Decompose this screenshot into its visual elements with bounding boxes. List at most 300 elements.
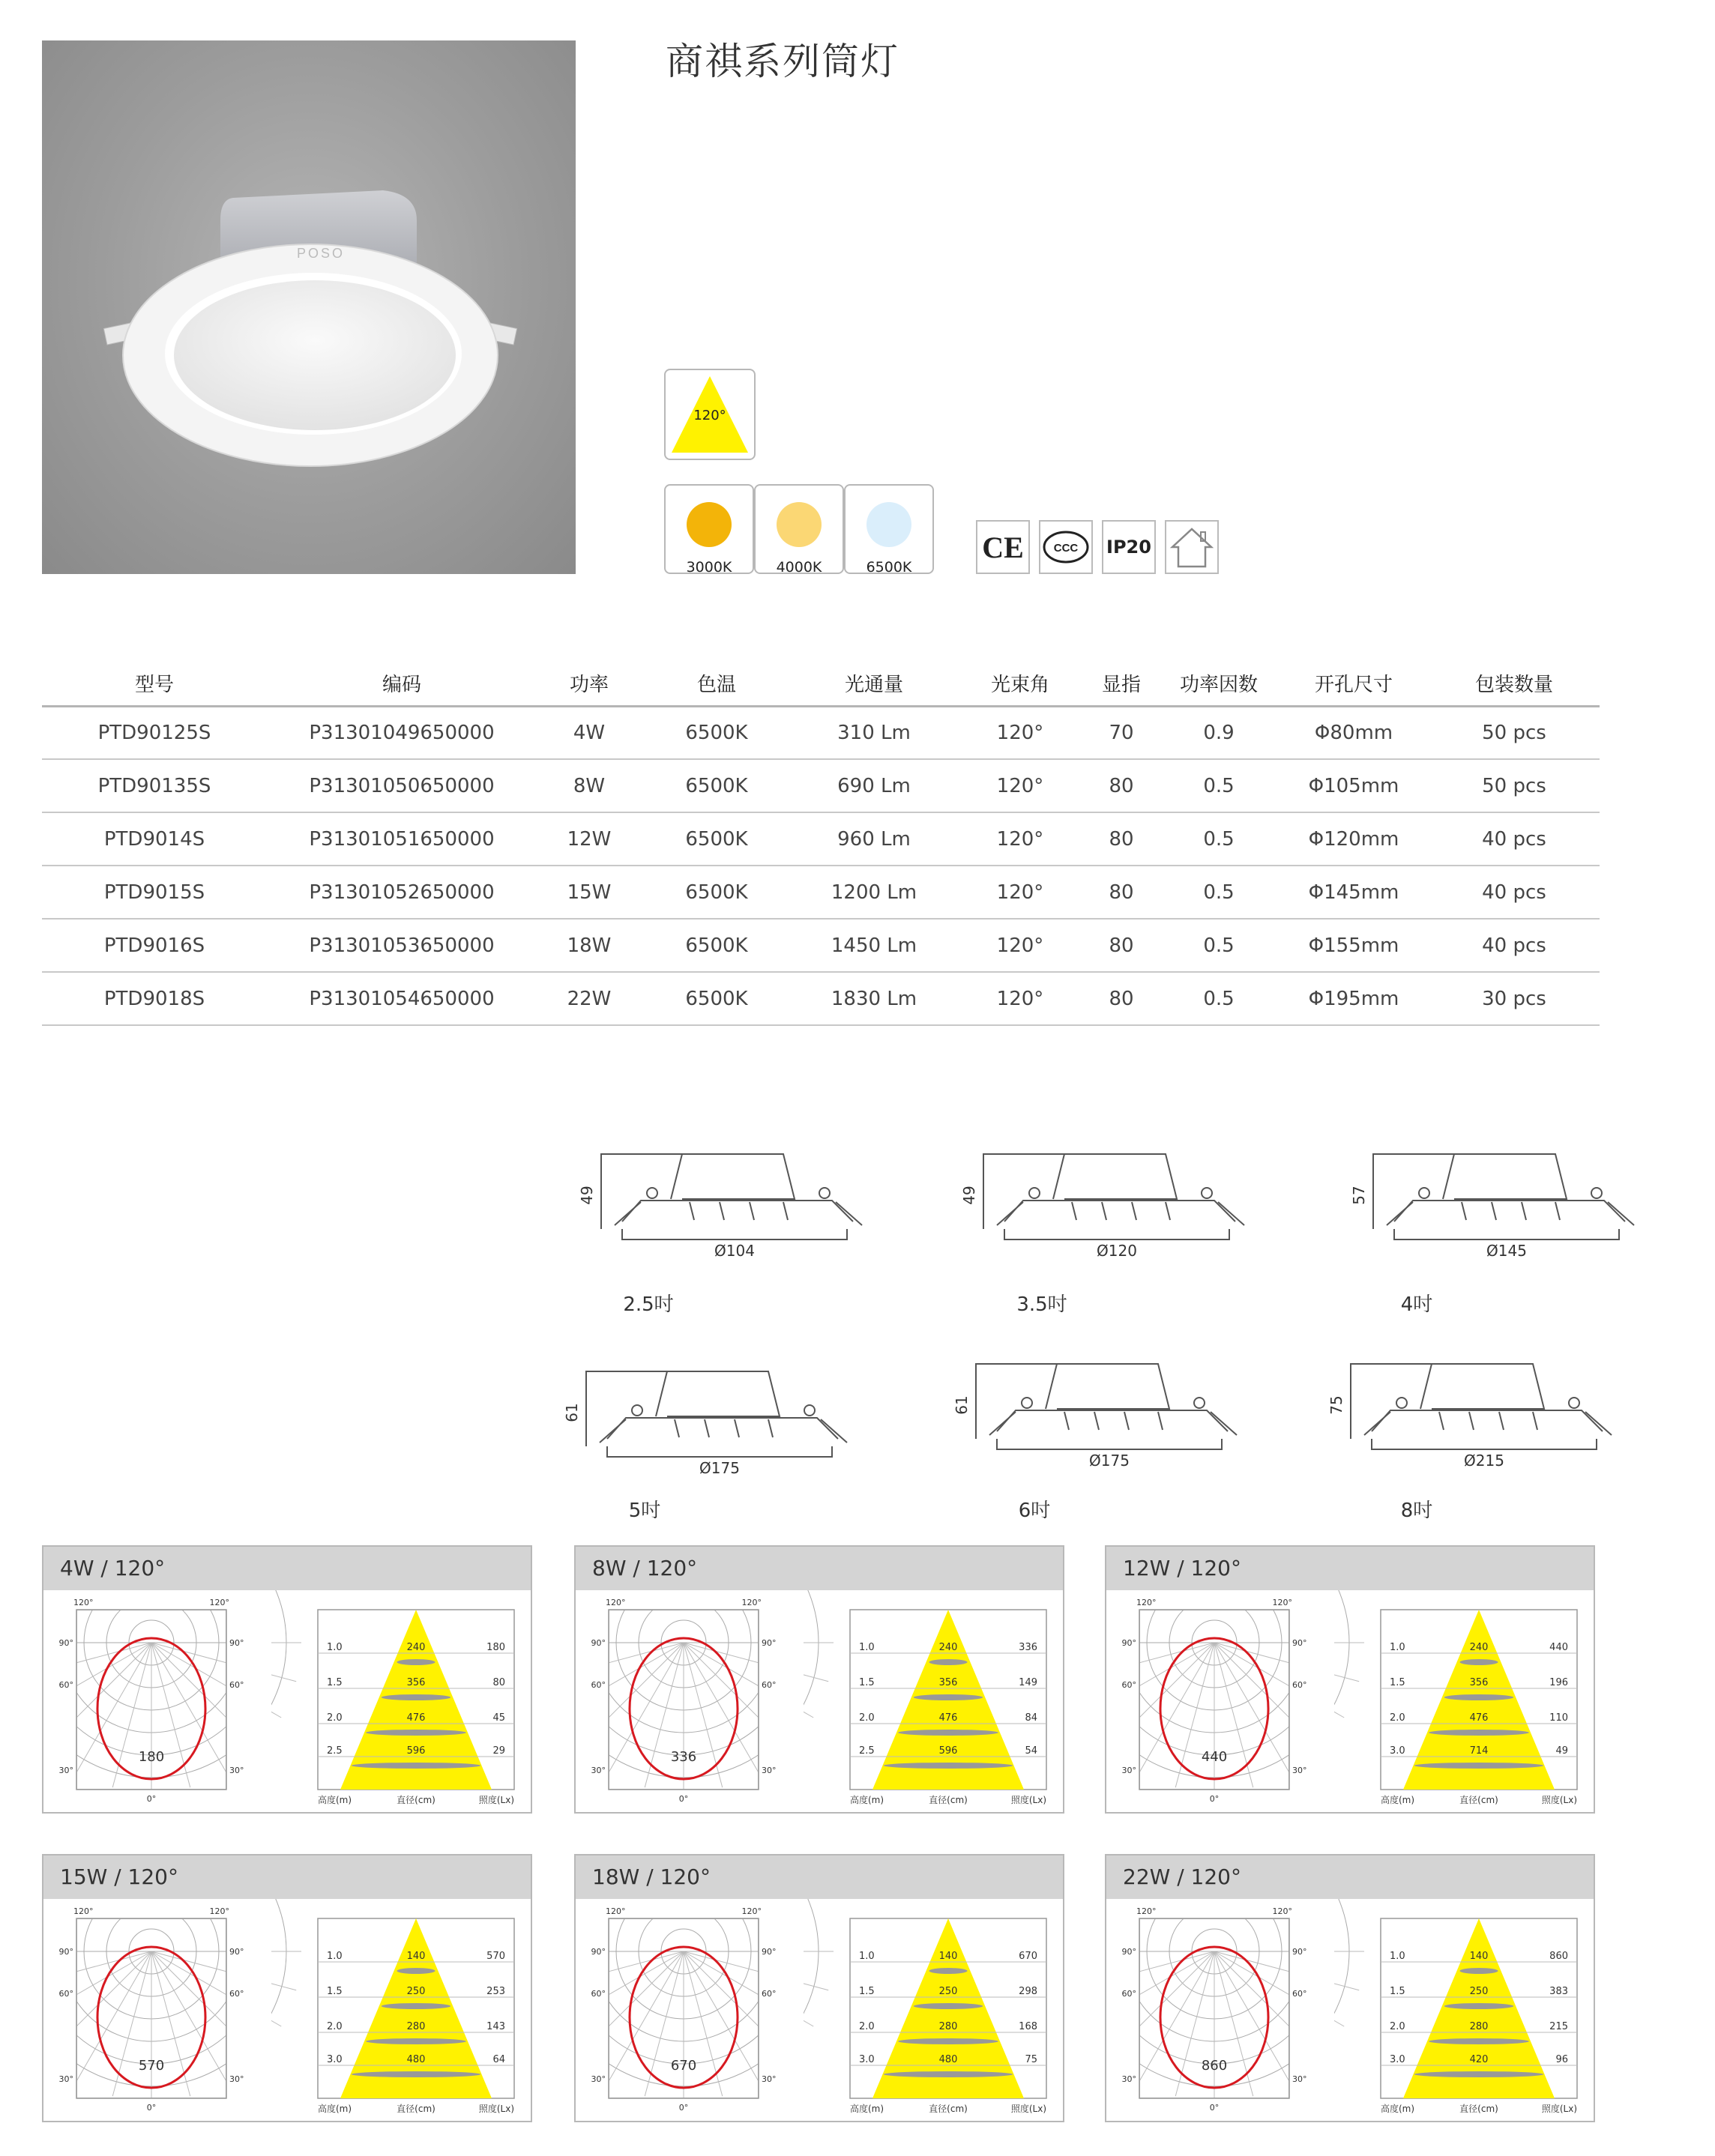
cell: 6500K (642, 919, 792, 972)
polar-angle-label: 30° (229, 1766, 244, 1775)
light-spot (397, 1968, 435, 1974)
cell: Φ145mm (1279, 866, 1429, 919)
light-spot (1429, 1730, 1529, 1736)
cell: 120° (956, 866, 1084, 919)
illuminance-cone (318, 1918, 514, 2114)
polar-angle-label: 90° (229, 1638, 244, 1648)
cone-height: 1.0 (859, 1642, 875, 1653)
illuminance-cone (1381, 1918, 1577, 2114)
polar-angle-label: 30° (1292, 2074, 1307, 2084)
cone-height: 1.5 (1390, 1986, 1405, 1997)
cone-footer-diameter: 直径(cm) (929, 1795, 968, 1805)
cone-footer-height: 高度(m) (318, 1795, 352, 1805)
cell: Φ120mm (1279, 812, 1429, 866)
cone-diameter: 240 (1469, 1642, 1489, 1653)
cone-diameter: 240 (938, 1642, 958, 1653)
polar-angle-label: 60° (1121, 1680, 1136, 1690)
cone-lux: 196 (1549, 1677, 1568, 1688)
polar-angle-label: 120° (209, 1598, 229, 1607)
polar-angle-label: 90° (58, 1947, 73, 1957)
indoor-house-icon (1165, 520, 1219, 574)
cell: 80 (1084, 812, 1159, 866)
polar-angle-label: 120° (73, 1906, 94, 1916)
ce-mark: CE (976, 520, 1030, 574)
dimension-height: 75 (1327, 1395, 1345, 1415)
cone-height: 2.5 (327, 1745, 343, 1757)
cone-footer-lux: 照度(Lx) (478, 1795, 514, 1805)
cone-footer-diameter: 直径(cm) (397, 1795, 435, 1805)
cone-diameter: 250 (406, 1986, 426, 1997)
cone-footer-diameter: 直径(cm) (929, 2104, 968, 2114)
photometric-panel (574, 1854, 1064, 2122)
polar-angle-label: 120° (1272, 1906, 1292, 1916)
cell: 1830 Lm (792, 972, 956, 1025)
polar-angle-label: 30° (58, 1766, 73, 1775)
cell: Φ80mm (1279, 706, 1429, 759)
polar-diagram (576, 1590, 834, 1812)
cone-diameter: 356 (406, 1677, 426, 1688)
cell: 50 pcs (1429, 706, 1600, 759)
cone-diameter: 480 (938, 2054, 958, 2065)
light-spot (898, 2038, 998, 2044)
light-spot (352, 2071, 480, 2077)
cell: 6500K (642, 812, 792, 866)
polar-peak-value: 336 (670, 1749, 697, 1765)
cone-lux: 54 (1025, 1745, 1037, 1757)
dimension-width: Ø120 (1097, 1242, 1137, 1260)
table-row (42, 866, 1600, 919)
panel-title: 12W / 120° (1106, 1547, 1594, 1590)
polar-angle-label: 60° (591, 1680, 606, 1690)
polar-angle-label: 90° (1292, 1638, 1307, 1648)
light-spot (884, 1763, 1013, 1769)
panel-title: 4W / 120° (43, 1547, 531, 1590)
polar-angle-label: 60° (1121, 1989, 1136, 1999)
cone-lux: 383 (1549, 1986, 1568, 1997)
polar-angle-label: 90° (1121, 1638, 1136, 1648)
photometric-charts (1106, 1899, 1594, 2121)
dimension-height: 49 (578, 1186, 596, 1205)
polar-angle-label: 90° (762, 1638, 777, 1648)
light-spot (898, 1730, 998, 1736)
cone-height: 1.0 (1390, 1951, 1405, 1962)
cct-label: 4000K (776, 559, 822, 576)
cone-diameter: 420 (1469, 2054, 1489, 2065)
cell: 690 Lm (792, 759, 956, 812)
cell: 120° (956, 759, 1084, 812)
col-cutout: 开孔尺寸 (1279, 661, 1429, 706)
polar-peak-value: 440 (1201, 1749, 1228, 1765)
cone-lux: 80 (492, 1677, 505, 1688)
cell: 40 pcs (1429, 866, 1600, 919)
cell: 0.5 (1159, 866, 1279, 919)
polar-angle-label: 90° (591, 1638, 606, 1648)
cell: 80 (1084, 919, 1159, 972)
polar-angle-label: 30° (58, 2074, 73, 2084)
polar-peak-value: 180 (138, 1749, 165, 1765)
cone-diameter: 714 (1469, 1745, 1489, 1757)
photometric-charts (576, 1899, 1063, 2121)
polar-angle-label: 60° (58, 1989, 73, 1999)
cell: 960 Lm (792, 812, 956, 866)
photometric-panel (1105, 1854, 1595, 2122)
cell: P31301053650000 (267, 919, 537, 972)
cone-lux: 253 (486, 1986, 505, 1997)
cone-height: 1.0 (1390, 1642, 1405, 1653)
page-title: 商祺系列筒灯 (666, 40, 899, 83)
cell: 6500K (642, 866, 792, 919)
polar-angle-label: 90° (1292, 1947, 1307, 1957)
light-spot (929, 1968, 967, 1974)
polar-angle-label: 0° (1209, 1794, 1220, 1804)
light-spot (1444, 1694, 1513, 1700)
table-row (42, 759, 1600, 812)
cone-footer-lux: 照度(Lx) (1010, 2104, 1046, 2114)
panel-title: 8W / 120° (576, 1547, 1063, 1590)
light-spot (1459, 1968, 1498, 1974)
table-row (42, 706, 1600, 759)
cell: 80 (1084, 759, 1159, 812)
dimension-size-label: 2.5吋 (623, 1293, 674, 1316)
photometric-panel (1105, 1545, 1595, 1814)
cone-footer-lux: 照度(Lx) (478, 2104, 514, 2114)
cell: 40 pcs (1429, 919, 1600, 972)
cell: 80 (1084, 866, 1159, 919)
cone-lux: 84 (1025, 1712, 1037, 1724)
cone-diameter: 140 (938, 1951, 958, 1962)
light-spot (1444, 2003, 1513, 2009)
cct-dot (866, 502, 911, 547)
polar-angle-label: 60° (762, 1680, 777, 1690)
cone-diameter: 240 (406, 1642, 426, 1653)
polar-angle-label: 120° (1272, 1598, 1292, 1607)
polar-angle-label: 60° (229, 1989, 244, 1999)
cell: 0.5 (1159, 919, 1279, 972)
dimension-width: Ø175 (699, 1459, 740, 1477)
dimension-size-label: 4吋 (1400, 1293, 1433, 1316)
cell: 40 pcs (1429, 812, 1600, 866)
col-pack: 包装数量 (1429, 661, 1600, 706)
light-spot (352, 1763, 480, 1769)
polar-angle-label: 60° (1292, 1989, 1307, 1999)
cct-3000k (664, 484, 754, 574)
polar-diagram (576, 1899, 834, 2121)
dimension-width: Ø215 (1464, 1452, 1504, 1470)
dimension-size-label: 3.5吋 (1016, 1293, 1067, 1316)
cell: P31301051650000 (267, 812, 537, 866)
photometric-charts (576, 1590, 1063, 1812)
cct-dot (777, 502, 822, 547)
polar-angle-label: 90° (1121, 1947, 1136, 1957)
light-spot (929, 1659, 967, 1665)
product-photo (42, 40, 576, 574)
cone-diameter: 476 (1469, 1712, 1489, 1724)
photometric-charts (43, 1590, 531, 1812)
cone-height: 1.0 (859, 1951, 875, 1962)
light-spot (914, 2003, 983, 2009)
cone-lux: 670 (1019, 1951, 1037, 1962)
light-spot (1414, 2071, 1543, 2077)
cone-footer-diameter: 直径(cm) (1459, 1795, 1498, 1805)
polar-angle-label: 0° (678, 2103, 689, 2113)
cone-height: 2.0 (1390, 2021, 1405, 2032)
cct-label: 6500K (866, 559, 912, 576)
cone-lux: 298 (1019, 1986, 1037, 1997)
cell: PTD9014S (42, 812, 267, 866)
cell: PTD90125S (42, 706, 267, 759)
polar-angle-label: 30° (229, 2074, 244, 2084)
cell: Φ105mm (1279, 759, 1429, 812)
polar-angle-label: 90° (762, 1947, 777, 1957)
polar-angle-label: 0° (678, 1794, 689, 1804)
cone-lux: 75 (1025, 2054, 1037, 2065)
polar-angle-label: 90° (229, 1947, 244, 1957)
svg-text:CCC: CCC (1053, 542, 1079, 555)
dimension-height: 49 (960, 1186, 978, 1205)
cell: 4W (537, 706, 642, 759)
dimension-height: 61 (563, 1403, 581, 1422)
cell: 120° (956, 812, 1084, 866)
cone-lux: 180 (486, 1642, 505, 1653)
cone-height: 2.0 (327, 2021, 343, 2032)
cone-height: 3.0 (859, 2054, 875, 2065)
light-spot (382, 2003, 450, 2009)
dimension-height: 61 (953, 1395, 971, 1415)
polar-angle-label: 30° (1121, 2074, 1136, 2084)
polar-angle-label: 0° (146, 2103, 157, 2113)
cell: 50 pcs (1429, 759, 1600, 812)
beam-angle-label: 120° (693, 408, 726, 423)
polar-angle-label: 30° (762, 2074, 777, 2084)
cone-lux: 143 (486, 2021, 505, 2032)
photometric-charts (1106, 1590, 1594, 1812)
cone-diameter: 476 (406, 1712, 426, 1724)
cone-footer-diameter: 直径(cm) (1459, 2104, 1498, 2114)
illuminance-cone (850, 1918, 1046, 2114)
cone-height: 1.0 (327, 1642, 343, 1653)
cone-height: 2.0 (859, 2021, 875, 2032)
cell: 8W (537, 759, 642, 812)
polar-angle-label: 30° (1292, 1766, 1307, 1775)
logo-text: POSO (297, 246, 346, 261)
cell: 120° (956, 972, 1084, 1025)
polar-angle-label: 60° (1292, 1680, 1307, 1690)
cell: 12W (537, 812, 642, 866)
cone-height: 3.0 (1390, 1745, 1405, 1757)
light-spot (366, 2038, 466, 2044)
cell: PTD9016S (42, 919, 267, 972)
polar-angle-label: 30° (762, 1766, 777, 1775)
photometric-panel (42, 1545, 532, 1814)
beam-angle-icon (664, 369, 756, 460)
polar-angle-label: 120° (209, 1906, 229, 1916)
cell: P31301050650000 (267, 759, 537, 812)
polar-angle-label: 120° (606, 1906, 626, 1916)
table-row (42, 812, 1600, 866)
cone-footer-lux: 照度(Lx) (1010, 1795, 1046, 1805)
panel-title: 22W / 120° (1106, 1855, 1594, 1899)
light-spot (1429, 2038, 1529, 2044)
cct-dot (687, 502, 732, 547)
polar-angle-label: 0° (1209, 2103, 1220, 2113)
polar-angle-label: 120° (73, 1598, 94, 1607)
cone-lux: 110 (1549, 1712, 1568, 1724)
cone-height: 1.5 (1390, 1677, 1405, 1688)
cell: 6500K (642, 759, 792, 812)
cone-lux: 49 (1555, 1745, 1568, 1757)
cone-lux: 440 (1549, 1642, 1568, 1653)
cone-height: 1.5 (327, 1986, 343, 1997)
cell: 80 (1084, 972, 1159, 1025)
cell: 30 pcs (1429, 972, 1600, 1025)
table-row (42, 919, 1600, 972)
polar-angle-label: 120° (741, 1598, 762, 1607)
cell: 0.5 (1159, 972, 1279, 1025)
photometric-panel (42, 1854, 532, 2122)
cell: 0.9 (1159, 706, 1279, 759)
cone-diameter: 280 (938, 2021, 958, 2032)
cone-lux: 64 (492, 2054, 505, 2065)
cone-footer-height: 高度(m) (850, 2104, 884, 2114)
cone-footer-height: 高度(m) (850, 1795, 884, 1805)
cone-height: 2.5 (859, 1745, 875, 1757)
cone-diameter: 140 (1469, 1951, 1489, 1962)
cell: 6500K (642, 706, 792, 759)
photometric-charts (43, 1899, 531, 2121)
polar-angle-label: 30° (591, 1766, 606, 1775)
light-spot (382, 1694, 450, 1700)
illuminance-cone (318, 1610, 514, 1805)
cell: P31301054650000 (267, 972, 537, 1025)
polar-angle-label: 60° (762, 1989, 777, 1999)
polar-angle-label: 120° (1136, 1906, 1157, 1916)
polar-angle-label: 60° (229, 1680, 244, 1690)
polar-angle-label: 30° (1121, 1766, 1136, 1775)
cone-lux: 96 (1555, 2054, 1568, 2065)
cone-diameter: 280 (1469, 2021, 1489, 2032)
cone-diameter: 596 (406, 1745, 426, 1757)
illuminance-cone (1381, 1610, 1577, 1805)
cell: 15W (537, 866, 642, 919)
polar-angle-label: 30° (591, 2074, 606, 2084)
photometric-panel (574, 1545, 1064, 1814)
cct-label: 3000K (686, 559, 732, 576)
polar-peak-value: 570 (138, 2058, 165, 2074)
cone-height: 1.5 (327, 1677, 343, 1688)
cone-diameter: 356 (938, 1677, 958, 1688)
cone-diameter: 140 (406, 1951, 426, 1962)
ip20-mark: IP20 (1102, 520, 1156, 574)
dimension-height: 57 (1350, 1186, 1368, 1205)
dimension-size-label: 6吋 (1018, 1500, 1051, 1522)
cone-height: 1.5 (859, 1677, 875, 1688)
cell: P31301052650000 (267, 866, 537, 919)
cell: PTD90135S (42, 759, 267, 812)
cone-diameter: 356 (1469, 1677, 1489, 1688)
cone-height: 3.0 (327, 2054, 343, 2065)
cell: 0.5 (1159, 812, 1279, 866)
cct-4000k (754, 484, 844, 574)
cell: 120° (956, 706, 1084, 759)
cone-footer-height: 高度(m) (318, 2104, 352, 2114)
cct-6500k (844, 484, 934, 574)
ccc-mark (1039, 520, 1093, 574)
cone-diameter: 280 (406, 2021, 426, 2032)
col-cct: 色温 (642, 661, 792, 706)
polar-diagram (43, 1590, 301, 1812)
cone-lux: 860 (1549, 1951, 1568, 1962)
dimension-width: Ø104 (714, 1242, 755, 1260)
polar-angle-label: 0° (146, 1794, 157, 1804)
col-power: 功率 (537, 661, 642, 706)
cone-diameter: 250 (1469, 1986, 1489, 1997)
cell: 22W (537, 972, 642, 1025)
cell: 0.5 (1159, 759, 1279, 812)
cone-height: 2.0 (859, 1712, 875, 1724)
cone-diameter: 596 (938, 1745, 958, 1757)
cell: 18W (537, 919, 642, 972)
cone-footer-height: 高度(m) (1381, 1795, 1415, 1805)
polar-diagram (1106, 1899, 1364, 2121)
polar-angle-label: 120° (741, 1906, 762, 1916)
polar-peak-value: 860 (1201, 2058, 1228, 2074)
col-cri: 显指 (1084, 661, 1159, 706)
cell: P31301049650000 (267, 706, 537, 759)
cone-lux: 215 (1549, 2021, 1568, 2032)
certifications (976, 520, 1228, 574)
cone-lux: 45 (492, 1712, 505, 1724)
cone-lux: 336 (1019, 1642, 1037, 1653)
polar-diagram (1106, 1590, 1364, 1812)
downlight-image (42, 40, 576, 574)
cone-height: 2.0 (327, 1712, 343, 1724)
cell: 1200 Lm (792, 866, 956, 919)
col-flux: 光通量 (792, 661, 956, 706)
polar-angle-label: 90° (58, 1638, 73, 1648)
cone-footer-diameter: 直径(cm) (397, 2104, 435, 2114)
polar-angle-label: 90° (591, 1947, 606, 1957)
col-pf: 功率因数 (1159, 661, 1279, 706)
light-spot (397, 1659, 435, 1665)
light-spot (884, 2071, 1013, 2077)
cone-height: 1.0 (327, 1951, 343, 1962)
cone-footer-height: 高度(m) (1381, 2104, 1415, 2114)
cell: 120° (956, 919, 1084, 972)
col-model: 型号 (42, 661, 267, 706)
cell: 1450 Lm (792, 919, 956, 972)
polar-peak-value: 670 (670, 2058, 697, 2074)
cone-lux: 168 (1019, 2021, 1037, 2032)
spec-table (42, 661, 1600, 1026)
cone-height: 2.0 (1390, 1712, 1405, 1724)
dimension-size-label: 8吋 (1400, 1500, 1433, 1522)
cell: 310 Lm (792, 706, 956, 759)
col-code: 编码 (267, 661, 537, 706)
cell: PTD9015S (42, 866, 267, 919)
polar-angle-label: 60° (58, 1680, 73, 1690)
table-header-row (42, 661, 1600, 706)
cone-diameter: 250 (938, 1986, 958, 1997)
cone-diameter: 480 (406, 2054, 426, 2065)
light-spot (366, 1730, 466, 1736)
dimension-width: Ø145 (1486, 1242, 1527, 1260)
col-beam: 光束角 (956, 661, 1084, 706)
table-row (42, 972, 1600, 1025)
polar-diagram (43, 1899, 301, 2121)
cell: 6500K (642, 972, 792, 1025)
dimension-width: Ø175 (1089, 1452, 1130, 1470)
cell: Φ195mm (1279, 972, 1429, 1025)
